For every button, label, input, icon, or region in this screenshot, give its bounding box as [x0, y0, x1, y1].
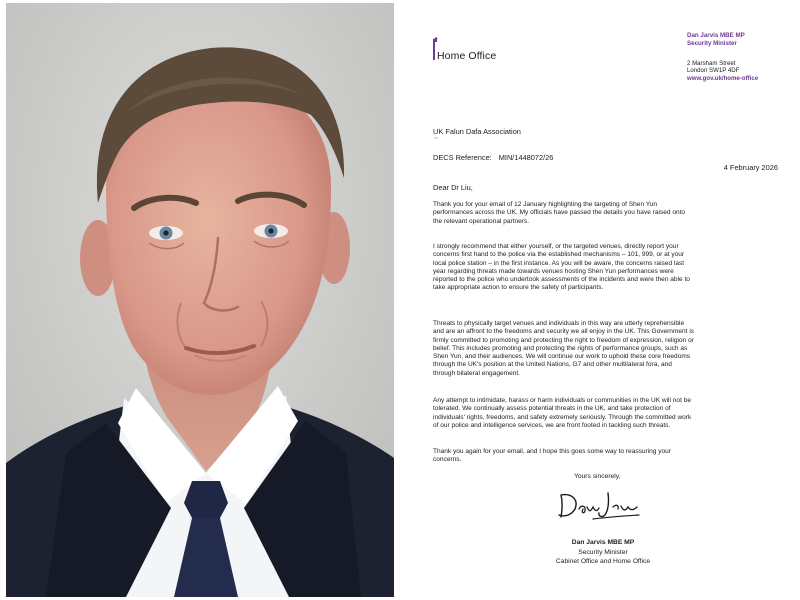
- paragraph-line: Any attempt to intimidate, harass or harm individuals or communities in the UK will not be: [433, 397, 691, 404]
- paragraph-line: Thank you for your email of 12 January highlighting the targeting of Shen Yun: [433, 201, 658, 208]
- paragraph-line: local police station – in the first instance. As you will be aware, the concerns raised last: [433, 259, 685, 267]
- sender-name: Dan Jarvis MBE MP: [687, 32, 745, 39]
- paragraph-line: take appropriate action to ensure the safety of participants.: [433, 284, 604, 292]
- letter-paragraph: [433, 243, 690, 293]
- address-city: London SW1P 4DF: [687, 67, 740, 75]
- paragraph-line: Shen Yun, and their audiences. We will continue our work to uphold these core freedoms: [433, 353, 691, 360]
- paragraph-line: individuals' rights, freedoms, and safety extremely seriously. Through the committed work: [433, 413, 692, 421]
- paragraph-line: concerns first hand to the police via the established mechanisms – 101, 999, or at your: [433, 251, 685, 259]
- sender-title: Security Minister: [687, 39, 737, 47]
- address-street: 2 Marsham Street: [687, 60, 736, 67]
- recipient-name: UK Falun Dafa Association: [433, 127, 521, 136]
- reference-value: MIN/1448072/26: [498, 153, 554, 162]
- signatory-title: Security Minister: [578, 548, 628, 556]
- address-website: www.gov.uk/home-office: [687, 74, 759, 82]
- paragraph-line: of our police and intelligence services, we are front footed in tackling such threats.: [433, 421, 671, 429]
- recipient-mark: ~: [434, 136, 438, 142]
- logo-bar: [433, 39, 435, 60]
- paragraph-line: year regarding threats made towards venues hosting Shen Yun performances were: [433, 267, 674, 275]
- paragraph-line: through the UK's position at the United Nations, G7 and other multilateral fora, and: [433, 361, 672, 369]
- letter-paragraph: [433, 397, 691, 430]
- signatory-name: Dan Jarvis MBE MP: [571, 539, 635, 546]
- letter-paragraph: [433, 201, 685, 226]
- paragraph-line: through bilateral engagement.: [433, 369, 520, 377]
- reference-line: [433, 153, 553, 162]
- reference-label: DECS Reference:: [433, 153, 492, 162]
- paragraph-line: Threats to physically target venues and individuals in this way are utterly reprehensible: [433, 320, 685, 327]
- paragraph-line: I strongly recommend that either yourself, or the targeted venues, directly report your: [433, 243, 679, 250]
- letter-date: 4 February 2026: [723, 163, 778, 172]
- letter-document: [403, 3, 796, 597]
- paragraph-line: Thank you again for your email, and I hope this goes some way to reassuring your: [433, 448, 671, 455]
- paragraph-line: belief. This includes promoting and protecting the rights of performance groups, such as: [433, 344, 688, 352]
- org-name: Home Office: [437, 50, 497, 62]
- portrait-photo: [6, 3, 394, 597]
- sender-details: [687, 32, 745, 47]
- paragraph-line: and are an affront to the freedoms and security we all enjoy in the UK. This Government is: [433, 328, 695, 336]
- paragraph-line: performances across the UK. My officials have passed the details you have raised onto: [433, 209, 686, 217]
- paragraph-line: concerns.: [433, 456, 462, 464]
- salutation: Dear Dr Liu,: [433, 183, 473, 192]
- letter-paragraph: [433, 448, 671, 465]
- handwritten-signature: [553, 485, 643, 525]
- office-address: [687, 60, 758, 82]
- paragraph-line: firmly committed to promoting and protecting the right to freedom of expression, religion or: [433, 336, 694, 344]
- paragraph-line: the relevant operational partners.: [433, 217, 530, 225]
- paragraph-line: reported to the police who undertook assessments of the incidents and were then able to: [433, 276, 690, 283]
- paragraph-line: tolerated. We continually assess potential threats in the UK, and take protection of: [433, 405, 671, 413]
- signature-block: [503, 538, 703, 567]
- letter-paragraph: [433, 320, 694, 378]
- signatory-department: Cabinet Office and Home Office: [555, 558, 651, 566]
- signoff: Yours sincerely,: [574, 473, 621, 480]
- portrait-illustration: [6, 3, 394, 597]
